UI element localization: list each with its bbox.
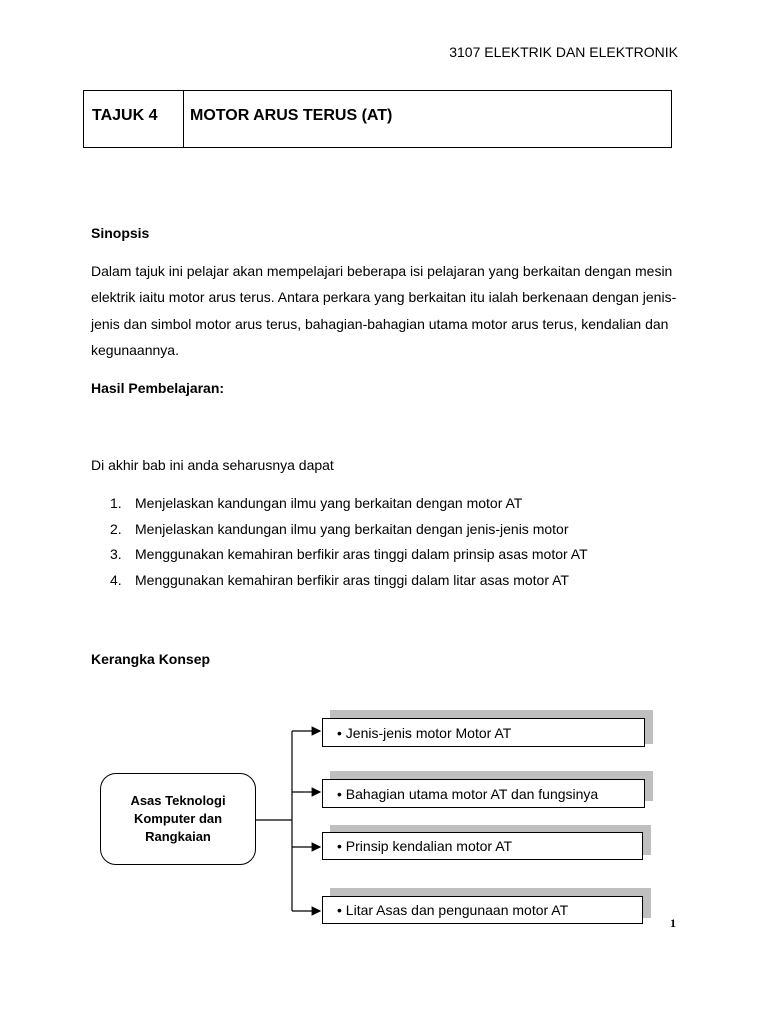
item-number: 1. (110, 495, 122, 511)
concept-root-box: Asas Teknologi Komputer dan Rangkaian (100, 773, 256, 865)
topic-title: MOTOR ARUS TERUS (AT) (190, 107, 393, 124)
sinopsis-heading: Sinopsis (91, 225, 150, 241)
concept-node-4: • Litar Asas dan pengunaan motor AT (322, 896, 643, 924)
item-number: 2. (110, 520, 122, 537)
item-text: Menjelaskan kandungan ilmu yang berkaitan dengan motor AT (135, 495, 523, 511)
item-text: Menggunakan kemahiran berfikir aras tinggi dalam prinsip asas motor AT (135, 546, 588, 563)
concept-node-3: • Prinsip kendalian motor AT (322, 832, 643, 860)
hasil-intro: Di akhir bab ini anda seharusnya dapat (91, 457, 334, 473)
item-text: Menjelaskan kandungan ilmu yang berkaitan dengan jenis-jenis motor (135, 520, 569, 537)
concept-node-2: • Bahagian utama motor AT dan fungsinya (322, 779, 645, 808)
item-text: Menggunakan kemahiran berfikir aras tinggi dalam litar asas motor AT (135, 572, 569, 589)
page-number: 1 (670, 916, 676, 930)
sinopsis-body: Dalam tajuk ini pelajar akan mempelajari beberapa isi pelajaran yang berkaitan dengan mesin elektrik iaitu motor arus terus. Antara perkara yang berkaitan itu ialah berkenaan dengan jenis-jenis dan simbol motor arus terus, bahagian-bahagian utama motor arus terus, kendalian dan kegunaannya. (91, 263, 677, 359)
concept-node-1: • Jenis-jenis motor Motor AT (322, 718, 645, 747)
hasil-heading: Hasil Pembelajaran: (91, 380, 225, 396)
kerangka-heading: Kerangka Konsep (91, 651, 211, 667)
item-number: 4. (110, 572, 122, 589)
item-number: 3. (110, 546, 122, 563)
running-header: 3107 ELEKTRIK DAN ELEKTRONIK (449, 44, 678, 60)
topic-number: TAJUK 4 (84, 91, 184, 147)
